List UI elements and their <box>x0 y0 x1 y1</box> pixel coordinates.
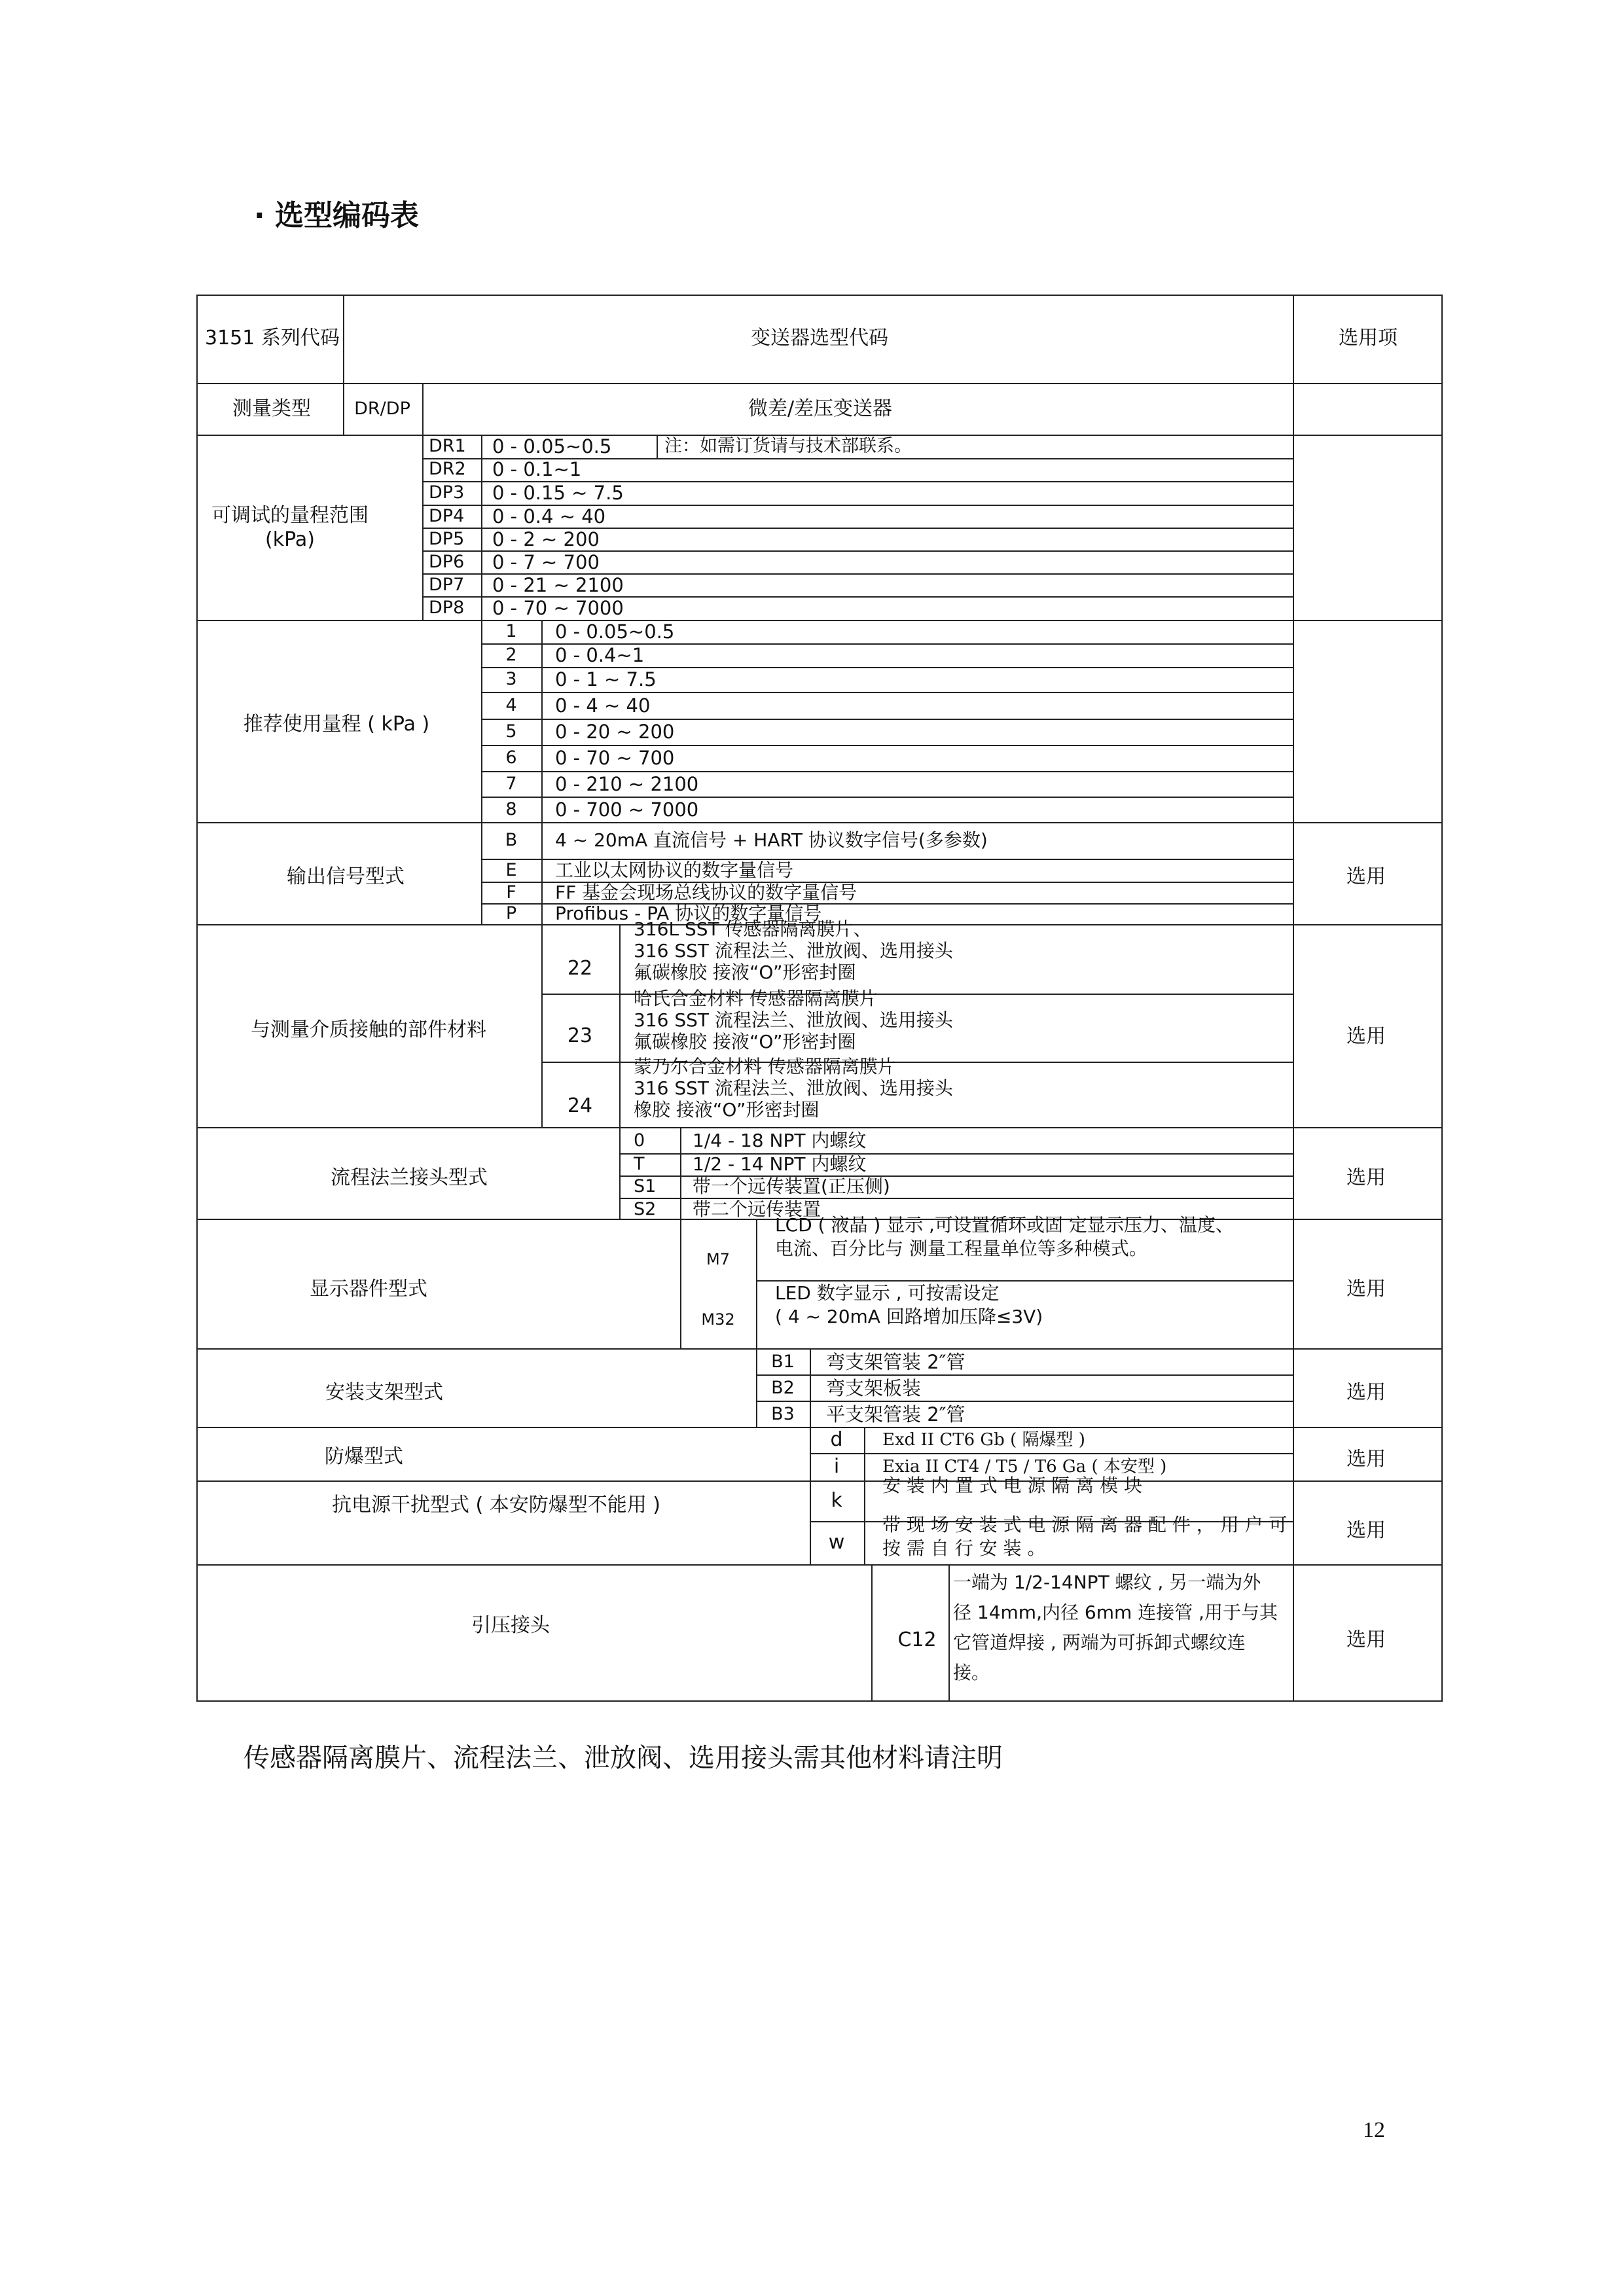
recommended-code: 4 <box>505 695 517 715</box>
measure-label: 测量类型 <box>232 397 311 420</box>
grid-h-line <box>196 383 1443 384</box>
recommended-label: 推荐使用量程 ( kPa ) <box>243 713 430 736</box>
range-label-line2: (kPa) <box>265 528 315 551</box>
grid-h-line <box>481 771 1293 772</box>
grid-v-line <box>481 822 482 924</box>
flange-code: T <box>634 1154 645 1174</box>
flange-code: S2 <box>634 1199 657 1219</box>
display-label: 显示器件型式 <box>310 1278 427 1300</box>
grid-h-line <box>196 822 1443 823</box>
material-code: 22 <box>567 957 593 980</box>
material-code: 24 <box>567 1094 593 1117</box>
flange-value: 带一个远传装置(正压侧) <box>693 1175 890 1197</box>
pressure-code: C12 <box>897 1628 937 1651</box>
display-code: M32 <box>701 1310 735 1329</box>
range-code: DP4 <box>429 506 465 526</box>
material-label: 与测量介质接触的部件材料 <box>251 1018 486 1041</box>
material-line: 316 SST 流程法兰、泄放阀、选用接头 <box>634 940 953 961</box>
flange-option: 选用 <box>1346 1166 1386 1189</box>
range-code: DR1 <box>429 436 466 456</box>
grid-v-line <box>343 295 344 383</box>
recommended-value: 0 - 700 ~ 7000 <box>555 798 699 821</box>
grid-v-line <box>680 1127 681 1219</box>
output-code: P <box>505 903 517 924</box>
measure-desc: 微差/差压变送器 <box>748 397 893 420</box>
explosion-code: d <box>830 1428 843 1451</box>
explosion-code: i <box>833 1455 840 1478</box>
material-line: 氟碳橡胶 接液“O”形密封圈 <box>634 961 856 983</box>
grid-v-line <box>422 383 424 435</box>
grid-v-line <box>680 1219 681 1348</box>
flange-label: 流程法兰接头型式 <box>331 1166 488 1189</box>
recommended-code: 7 <box>505 774 517 794</box>
pressure-line: 径 14mm,内径 6mm 连接管 ,用于与其 <box>953 1602 1278 1623</box>
grid-v-line <box>1293 295 1294 1702</box>
display-line: LCD ( 液晶 ) 显示 ,可设置循环或固 定显示压力、温度、 <box>775 1214 1234 1236</box>
grid-v-line <box>657 435 658 458</box>
recommended-value: 0 - 70 ~ 700 <box>555 747 675 769</box>
material-line: 316 SST 流程法兰、泄放阀、选用接头 <box>634 1009 953 1031</box>
grid-h-line <box>481 692 1293 693</box>
grid-v-line <box>541 822 543 924</box>
grid-h-line <box>481 745 1293 746</box>
range-value: 0 - 0.1~1 <box>492 458 582 480</box>
range-value: 0 - 0.4 ~ 40 <box>492 505 606 528</box>
display-line: 电流、百分比与 测量工程量单位等多种模式。 <box>775 1238 1147 1259</box>
flange-value: 带二个远传装置 <box>693 1198 821 1220</box>
grid-v-line <box>756 1219 757 1348</box>
recommended-value: 0 - 1 ~ 7.5 <box>555 668 657 691</box>
interference-code: k <box>831 1489 842 1512</box>
recommended-value: 0 - 0.05~0.5 <box>555 620 675 643</box>
grid-h-line <box>756 1374 1293 1376</box>
material-line: 蒙乃尔合金材料 传感器隔离膜片 <box>634 1056 896 1077</box>
grid-v-line <box>756 1348 757 1427</box>
page-number: 12 <box>1363 2118 1385 2142</box>
recommended-code: 8 <box>505 799 517 819</box>
range-note: 注：如需订货请与技术部联系。 <box>664 436 912 456</box>
grid-h-line <box>810 1453 1293 1454</box>
display-code: M7 <box>706 1250 730 1268</box>
recommended-value: 0 - 20 ~ 200 <box>555 721 675 743</box>
range-value: 0 - 0.15 ~ 7.5 <box>492 482 624 504</box>
display-line: LED 数字显示 , 可按需设定 <box>775 1282 1000 1304</box>
grid-h-line <box>196 1348 1443 1350</box>
interference-line: 带 现 场 安 装 式 电 源 隔 离 器 配 件 ， 用 户 可 <box>882 1514 1288 1535</box>
range-code: DP8 <box>429 598 465 618</box>
grid-h-line <box>196 1564 1443 1566</box>
interference-line: 按 需 自 行 安 装 。 <box>882 1537 1046 1559</box>
explosion-value: Exd II CT6 Gb ( 隔爆型 ) <box>882 1430 1085 1450</box>
grid-h-line <box>196 620 1443 621</box>
range-value: 0 - 21 ~ 2100 <box>492 574 624 596</box>
recommended-code: 6 <box>505 747 517 768</box>
footnote: 传感器隔离膜片、流程法兰、泄放阀、选用接头需其他材料请注明 <box>244 1743 1003 1773</box>
recommended-code: 2 <box>505 645 517 665</box>
flange-value: 1/4 - 18 NPT 内螺纹 <box>693 1130 867 1151</box>
output-option: 选用 <box>1346 865 1386 888</box>
material-option: 选用 <box>1346 1025 1386 1048</box>
display-line: ( 4 ~ 20mA 回路增加压降≤3V) <box>775 1306 1043 1327</box>
range-value: 0 - 2 ~ 200 <box>492 528 600 550</box>
output-label: 输出信号型式 <box>287 865 405 888</box>
grid-v-line <box>810 1480 811 1564</box>
grid-v-line <box>481 620 482 822</box>
bracket-value: 弯支架板装 <box>826 1377 922 1399</box>
display-option: 选用 <box>1346 1278 1386 1300</box>
recommended-value: 0 - 0.4~1 <box>555 644 645 666</box>
pressure-label: 引压接头 <box>471 1614 550 1637</box>
material-line: 316L SST 传感器隔离膜片、 <box>634 918 872 940</box>
grid-v-line <box>871 1564 873 1702</box>
header-code-label: 变送器选型代码 <box>751 327 888 350</box>
flange-code: 0 <box>634 1130 645 1151</box>
bracket-code: B1 <box>771 1352 795 1372</box>
page-title: · 选型编码表 <box>254 199 420 232</box>
bracket-value: 弯支架管装 2″管 <box>826 1351 965 1373</box>
output-value: 工业以太网协议的数字量信号 <box>555 859 794 881</box>
grid-v-line <box>864 1480 865 1564</box>
range-value: 0 - 0.05~0.5 <box>492 435 612 457</box>
grid-v-line <box>619 1127 621 1219</box>
grid-h-line <box>756 1280 1293 1282</box>
explosion-value: Exia II CT4 / T5 / T6 Ga ( 本安型 ) <box>882 1457 1167 1477</box>
interference-line: 安 装 内 置 式 电 源 隔 离 模 块 <box>882 1475 1143 1496</box>
flange-value: 1/2 - 14 NPT 内螺纹 <box>693 1153 867 1175</box>
grid-h-line <box>196 1427 1443 1428</box>
recommended-code: 5 <box>505 721 517 742</box>
output-value: FF 基金会现场总线协议的数字量信号 <box>555 882 857 903</box>
header-option-label: 选用项 <box>1339 327 1398 350</box>
material-line: 橡胶 接液“O”形密封圈 <box>634 1099 820 1121</box>
grid-h-line <box>756 1401 1293 1402</box>
pressure-option: 选用 <box>1346 1628 1386 1651</box>
grid-h-line <box>196 1480 1443 1482</box>
pressure-line: 接。 <box>953 1662 990 1683</box>
grid-h-line <box>481 719 1293 720</box>
grid-h-line <box>196 1127 1443 1128</box>
range-value: 0 - 70 ~ 7000 <box>492 597 624 619</box>
bracket-option: 选用 <box>1346 1381 1386 1404</box>
interference-label: 抗电源干扰型式 ( 本安防爆型不能用 ) <box>331 1494 661 1516</box>
output-code: B <box>505 830 518 850</box>
grid-h-line <box>481 797 1293 798</box>
grid-v-line <box>343 383 344 435</box>
output-code: E <box>505 860 517 880</box>
output-value: Profibus - PA 协议的数字量信号 <box>555 903 822 924</box>
explosion-option: 选用 <box>1346 1448 1386 1471</box>
recommended-value: 0 - 4 ~ 40 <box>555 694 651 717</box>
bracket-code: B2 <box>771 1378 795 1398</box>
range-code: DR2 <box>429 459 466 479</box>
material-line: 氟碳橡胶 接液“O”形密封圈 <box>634 1031 856 1052</box>
header-series-label: 3151 系列代码 <box>205 327 340 350</box>
range-code: DP6 <box>429 552 465 572</box>
range-code: DP3 <box>429 482 465 503</box>
interference-option: 选用 <box>1346 1519 1386 1542</box>
material-line: 316 SST 流程法兰、泄放阀、选用接头 <box>634 1077 953 1099</box>
range-code: DP5 <box>429 529 465 549</box>
recommended-code: 1 <box>505 621 517 641</box>
pressure-line: 一端为 1/2-14NPT 螺纹 , 另一端为外 <box>953 1571 1261 1593</box>
explosion-label: 防爆型式 <box>325 1445 403 1468</box>
bracket-code: B3 <box>771 1404 795 1424</box>
output-value: 4 ~ 20mA 直流信号 + HART 协议数字信号(多参数) <box>555 829 988 851</box>
material-line: 哈氏合金材料 传感器隔离膜片 <box>634 988 878 1009</box>
recommended-code: 3 <box>505 669 517 689</box>
interference-code: w <box>828 1531 845 1554</box>
recommended-value: 0 - 210 ~ 2100 <box>555 773 699 795</box>
output-code: F <box>506 882 516 903</box>
measure-code: DR/DP <box>354 399 410 419</box>
range-value: 0 - 7 ~ 700 <box>492 551 600 573</box>
grid-v-line <box>948 1564 950 1702</box>
grid-v-line <box>810 1348 811 1427</box>
grid-v-line <box>541 924 543 1127</box>
material-code: 23 <box>567 1024 593 1047</box>
pressure-line: 它管道焊接 , 两端为可拆卸式螺纹连 <box>953 1632 1246 1653</box>
flange-code: S1 <box>634 1176 657 1196</box>
grid-v-line <box>619 924 621 1127</box>
range-label-line1: 可调试的量程范围 <box>211 504 369 527</box>
bracket-label: 安装支架型式 <box>325 1381 443 1404</box>
range-code: DP7 <box>429 575 465 595</box>
grid-v-line <box>541 620 543 822</box>
bracket-value: 平支架管装 2″管 <box>826 1403 965 1426</box>
